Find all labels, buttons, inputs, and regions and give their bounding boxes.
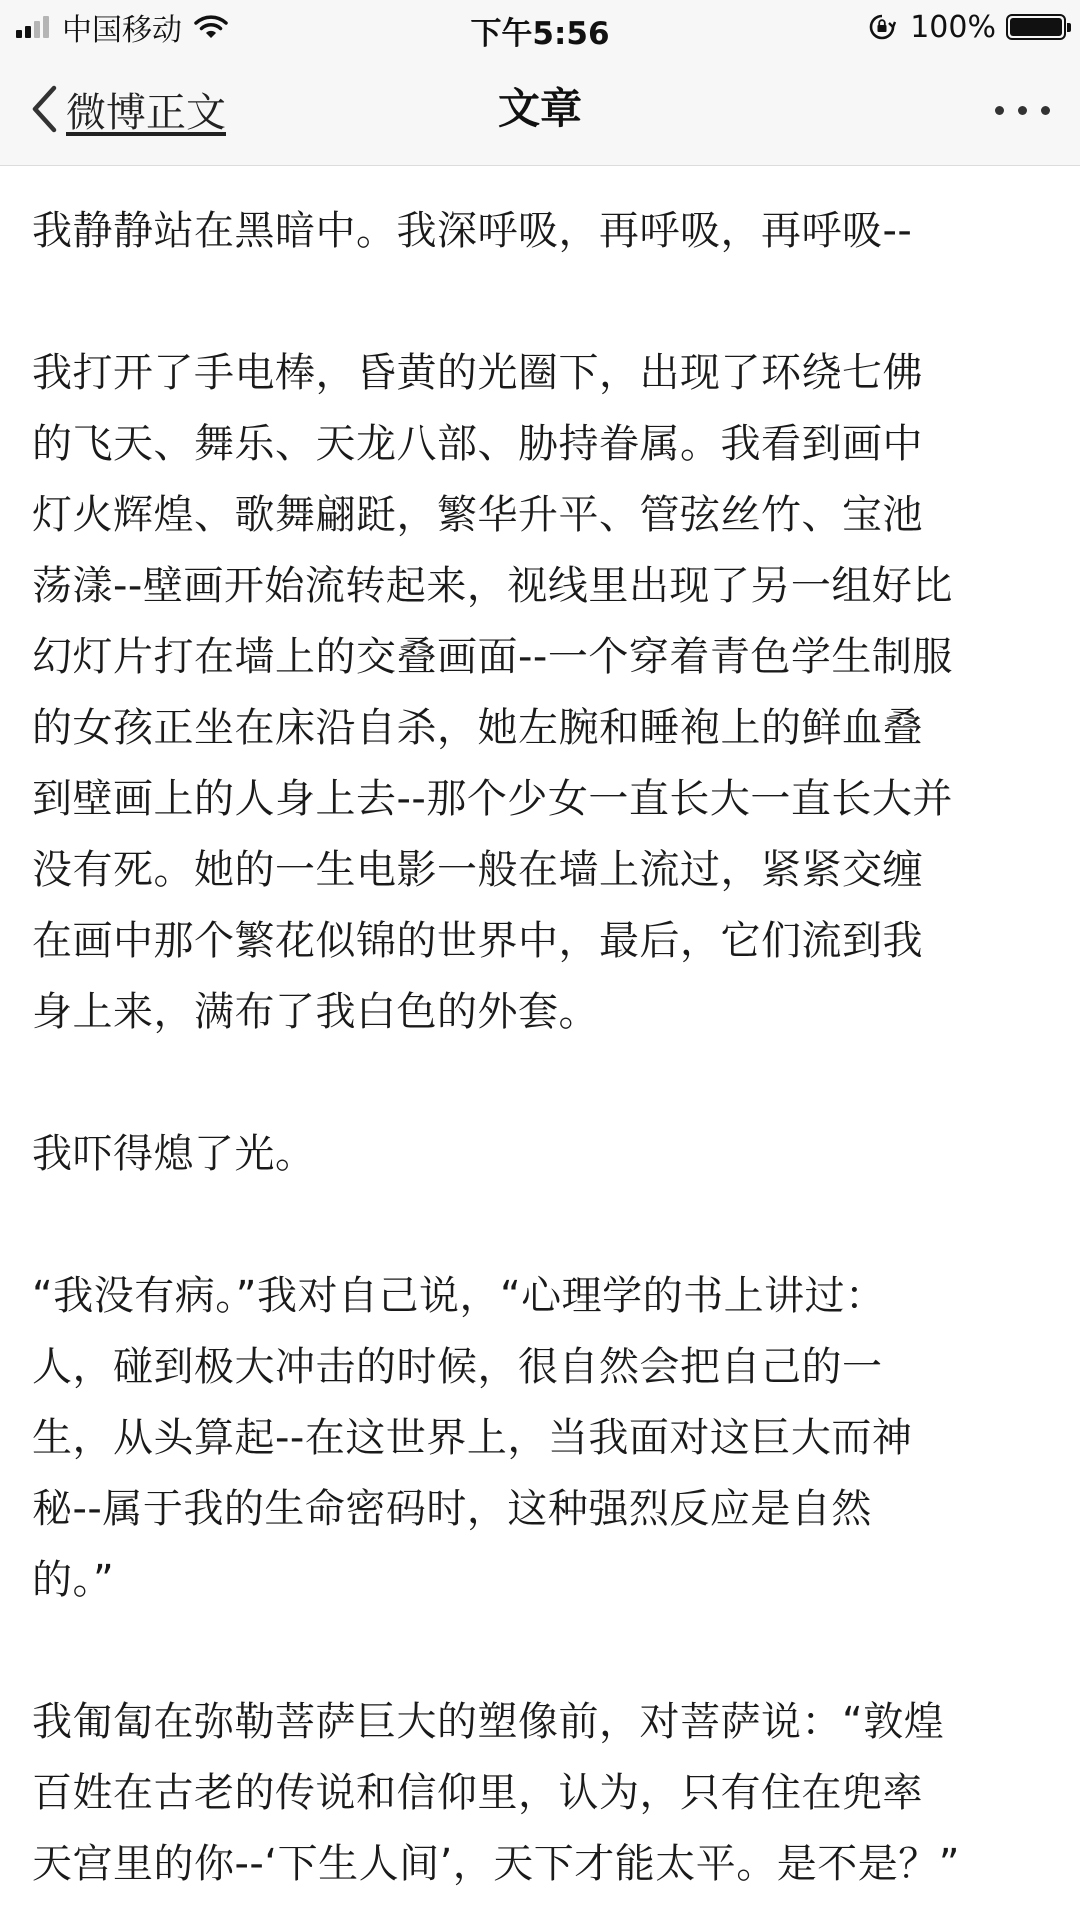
article-paragraph: 我匍匐在弥勒菩萨巨大的塑像前，对菩萨说：“敦煌 百姓在古老的传说和信仰里，认为，只有住在兜率 天宫里的你--‘下生人间’，天下才能太平。是不是？”	[32, 1699, 961, 1887]
status-right	[868, 8, 1066, 46]
nav-bar	[0, 52, 1080, 166]
article-paragraph: 我吓得熄了光。	[32, 1131, 316, 1177]
article-paragraph: “我没有病。”我对自己说，“心理学的书上讲过： 人，碰到极大冲击的时候，很自然会把自己的一 生，从头算起--在这世界上，当我面对这巨大而神 秘--属于我的生命密码时，这种强烈反应是自然 的。”	[32, 1273, 913, 1603]
more-dots-icon	[1018, 106, 1027, 115]
top-bar	[0, 0, 1080, 166]
page-title: 文章	[497, 84, 582, 133]
carrier-name: 中国移动	[62, 13, 182, 48]
status-bar	[0, 0, 1080, 52]
article-paragraph: 我静静站在黑暗中。我深呼吸，再呼吸，再呼吸--	[32, 208, 913, 254]
more-dots-icon	[995, 106, 1004, 115]
battery-icon	[1006, 14, 1066, 40]
battery-percentage: 100%	[910, 9, 996, 45]
back-label: 微博正文	[66, 89, 226, 136]
status-time: 下午5:56	[470, 16, 610, 52]
more-button[interactable]	[981, 98, 1050, 122]
article-paragraph: 我打开了手电棒，昏黄的光圈下，出现了环绕七佛 的飞天、舞乐、天龙八部、胁持眷属。我看到画中 灯火辉煌、歌舞翩跹，繁华升平、管弦丝竹、宝池 荡漾--壁画开始流转起来，视线里出现了另一组好比 幻灯片打在墙上的交叠画面--一个穿着青色学生制服 的女孩正坐在床沿自杀，她左腕和睡袍上的鲜血叠 到壁画上的人身上去--那个少女一直长大一直长大并 没有死。她的一生电影一般在墙上流过，紧紧交缠 在画中那个繁花似锦的世界中，最后，它们流到我 身上来，满布了我白色的外套。	[32, 350, 953, 1035]
more-dots-icon	[1041, 106, 1050, 115]
orientation-lock-icon	[868, 13, 896, 41]
article-body	[32, 196, 1052, 1920]
